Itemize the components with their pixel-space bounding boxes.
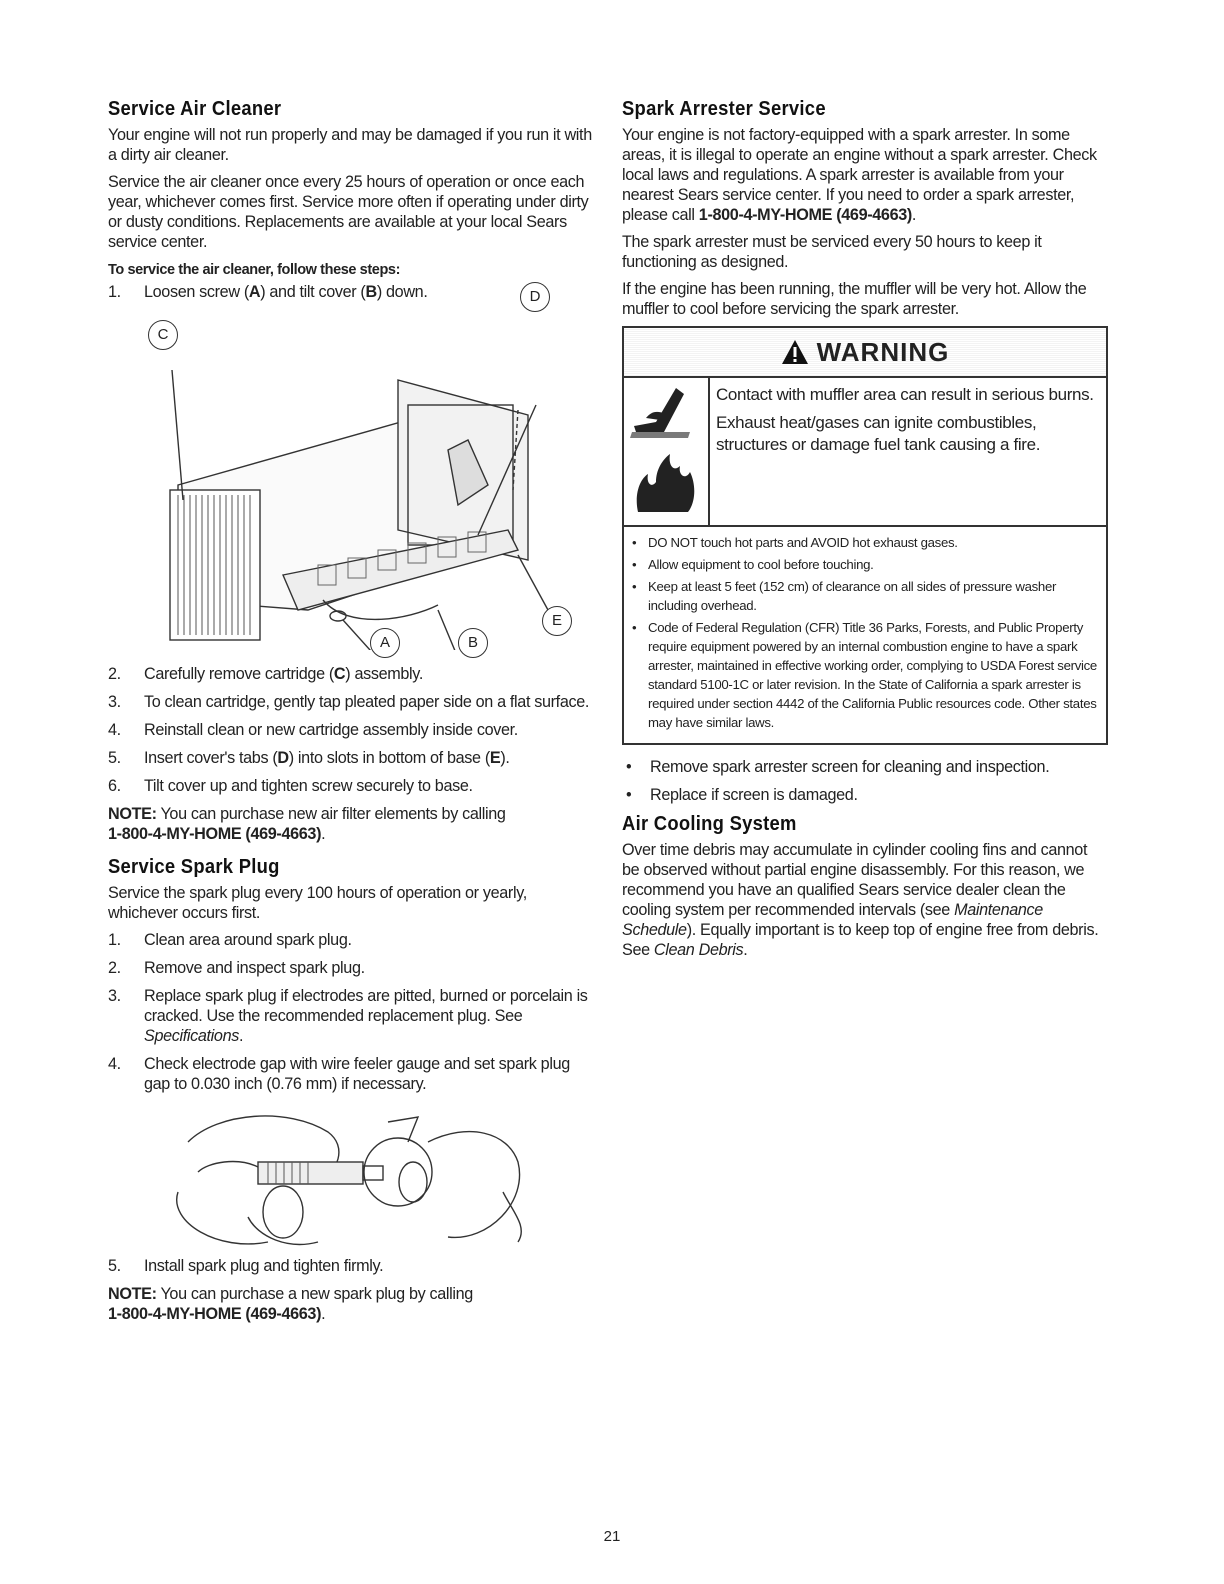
list-item: 5. Insert cover's tabs (D) into slots in bottom of base (E). (108, 749, 510, 767)
list-item: 6. Tilt cover up and tighten screw securely to base. (108, 777, 473, 795)
list-item: 2. Remove and inspect spark plug. (108, 959, 365, 977)
spark-plug-steps (108, 930, 598, 1094)
section-title-air-cleaner: Service Air Cleaner (108, 98, 282, 120)
arrester-bullets (622, 757, 1108, 805)
hot-surface-icon (626, 384, 700, 514)
page-number: 21 (603, 1528, 621, 1545)
list-item: 4. Reinstall clean or new cartridge assembly inside cover. (108, 721, 518, 739)
fire-icon (637, 454, 695, 512)
right-column (622, 98, 1108, 967)
spark-plug-figure (108, 1102, 598, 1252)
spark-plug-steps-continued (108, 1256, 598, 1276)
list-item: 5. Install spark plug and tighten firmly. (108, 1257, 384, 1275)
warning-list (624, 527, 1106, 743)
callout-a: A (370, 628, 400, 658)
paragraph: Your engine will not run properly and may be damaged if you run it with a dirty air cleaner. (108, 126, 592, 164)
warning-fire: Exhaust heat/gases can ignite combustibles, structures or damage fuel tank causing a fire. (716, 413, 1041, 454)
warning-box (622, 326, 1108, 745)
list-item: 3. To clean cartridge, gently tap pleated paper side on a flat surface. (108, 693, 590, 711)
section-title-air-cooling: Air Cooling System (622, 813, 797, 835)
warning-triangle-icon (781, 339, 809, 365)
paragraph: Service the air cleaner once every 25 hours of operation or once each year, whichever comes first. Service more often if operating under dirty or dusty conditions. Replacements are available at your local Sears service center. (108, 173, 589, 251)
callout-e: E (542, 606, 572, 636)
air-cleaner-steps-continued (108, 664, 598, 796)
paragraph: Your engine is not factory-equipped with a spark arrester. In some areas, it is illegal to operate an engine without a spark arrester. Check local laws and regulations. A spark arrester is available from your nearest Sears service center. If you need to order a spark arrester, please call 1-800-4-MY-HOME (469-4663). (622, 126, 1097, 224)
list-item: • Allow equipment to cool before touching. (632, 555, 1098, 574)
list-item: 1. Clean area around spark plug. (108, 931, 352, 949)
list-item: 4. Check electrode gap with wire feeler gauge and set spark plug gap to 0.030 inch (0.76 mm) if necessary. (108, 1055, 570, 1093)
callout-d: D (520, 282, 550, 312)
paragraph: Over time debris may accumulate in cylinder cooling fins and cannot be observed without partial engine disassembly. For this reason, we recommend you have an qualified Sears service dealer clean the cooling system per recommended intervals (see Maintenance Schedule). Equally important is to keep top of engine free from debris. See Clean Debris. (622, 841, 1099, 959)
list-item: 3. Replace spark plug if electrodes are pitted, burned or porcelain is cracked. Use the recommended replacement plug. See Specifications. (108, 987, 588, 1045)
note-air-filter: NOTE: You can purchase new air filter elements by calling 1-800-4-MY-HOME (469-4663). (108, 805, 506, 843)
left-column (108, 98, 598, 1331)
warning-burns: Contact with muffler area can result in serious burns. (716, 385, 1094, 404)
list-item: 2. Carefully remove cartridge (C) assembly. (108, 665, 423, 683)
warning-header (624, 328, 1106, 378)
steps-heading: To service the air cleaner, follow these steps: (108, 262, 400, 278)
list-item: • Remove spark arrester screen for cleaning and inspection. (622, 757, 1108, 777)
callout-c: C (148, 320, 178, 350)
note-spark-plug: NOTE: You can purchase a new spark plug by calling 1-800-4-MY-HOME (469-4663). (108, 1285, 473, 1323)
warning-body (624, 378, 1106, 527)
list-item: • Keep at least 5 feet (152 cm) of clearance on all sides of pressure washer including overhead. (632, 577, 1098, 615)
section-title-spark-arrester: Spark Arrester Service (622, 98, 826, 120)
list-item: 1. Loosen screw (A) and tilt cover (B) down. (108, 283, 428, 301)
list-item: • Code of Federal Regulation (CFR) Title 36 Parks, Forests, and Public Property require equipment powered by an internal combustion engine to have a spark arrester, maintained in effective working order, complying to USDA Forest service standard 5100-1C or later revision. In the State of California a spark arrester is required under section 4442 of the California Public resources code. Other states may have similar laws. (632, 618, 1098, 732)
list-item: • DO NOT touch hot parts and AVOID hot exhaust gases. (632, 533, 1098, 552)
paragraph: Service the spark plug every 100 hours of operation or yearly, whichever occurs first. (108, 884, 527, 922)
spark-plug-illustration (108, 1102, 598, 1252)
section-title-spark-plug: Service Spark Plug (108, 856, 280, 878)
callout-b: B (458, 628, 488, 658)
list-item: • Replace if screen is damaged. (622, 785, 1108, 805)
paragraph: If the engine has been running, the muffler will be very hot. Allow the muffler to cool before servicing the spark arrester. (622, 280, 1087, 318)
paragraph: The spark arrester must be serviced every 50 hours to keep it functioning as designed. (622, 233, 1042, 271)
warning-title: WARNING (816, 336, 950, 367)
warning-text (710, 378, 1106, 525)
air-cleaner-illustration (108, 310, 598, 650)
warning-icons (624, 378, 710, 525)
